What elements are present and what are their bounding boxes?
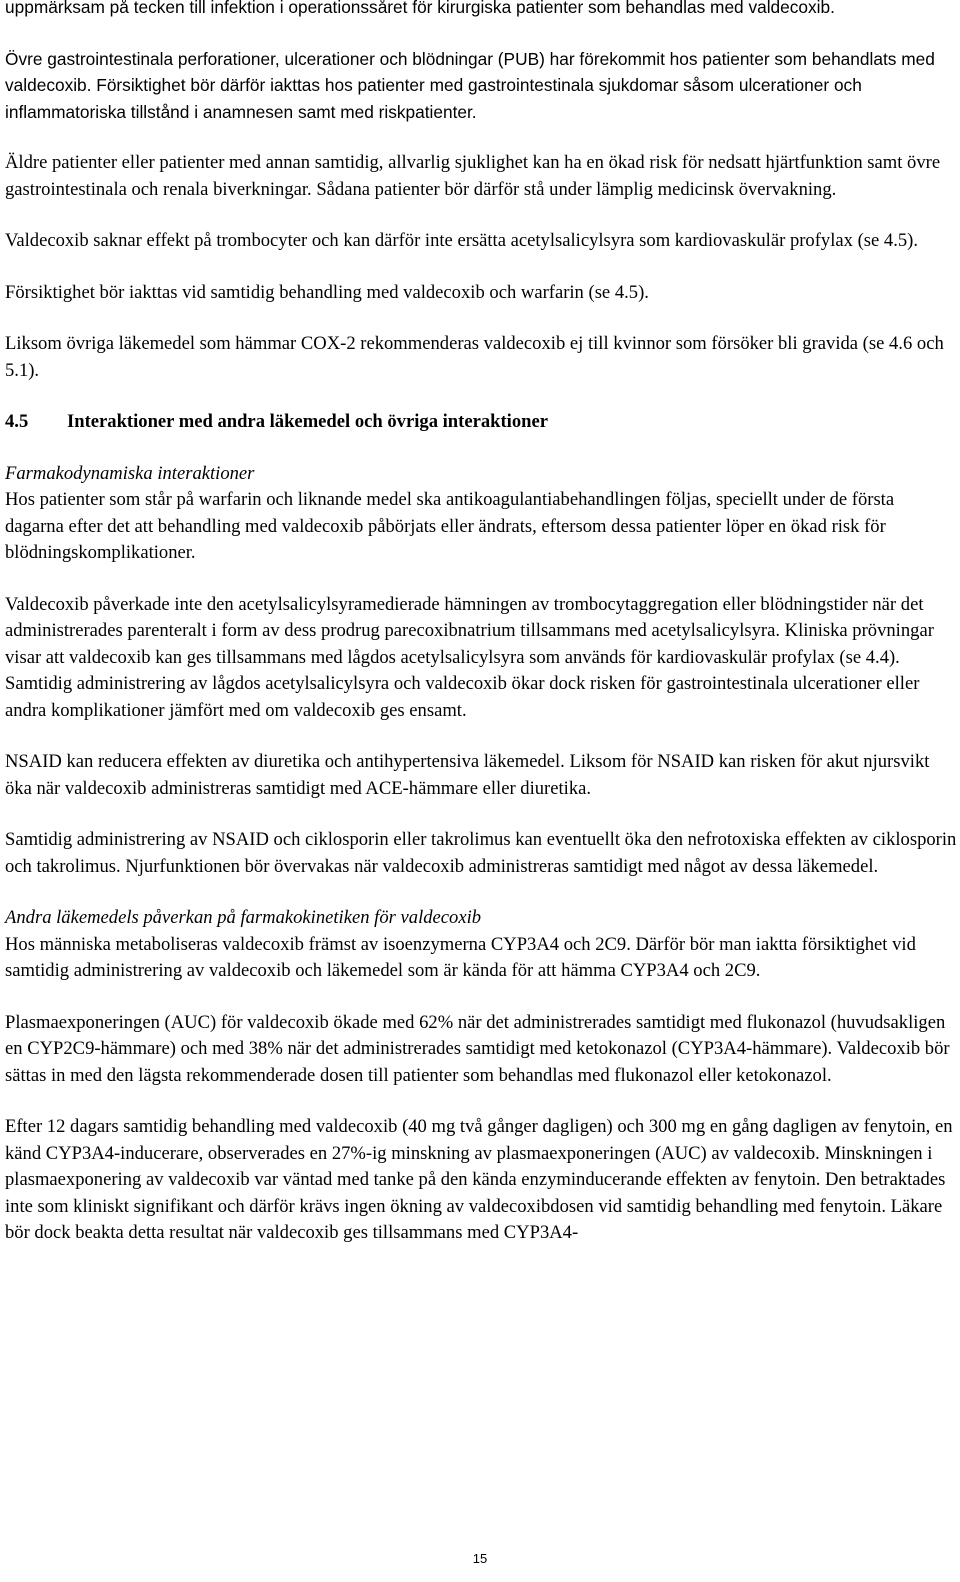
paragraph-platelets: Valdecoxib saknar effekt på trombocyter och kan därför inte ersätta acetylsalicylsyra som kardiovaskulär profylax (se 4.5). <box>5 230 918 251</box>
paragraph-cyp-metabolism: Hos människa metaboliseras valdecoxib främst av isoenzymerna CYP3A4 och 2C9. Därför bör man iaktta försiktighet vid samtidig administrering av valdecoxib och läkemedel som är kända för att hämma CYP3A4 och 2C9. <box>5 933 916 981</box>
paragraph-gi-bleeding: Övre gastrointestinala perforationer, ulcerationer och blödningar (PUB) har förekommit hos patienter som behandlats med valdecoxib. Försiktighet bör därför iakttas hos patienter med gastrointestinala sjukdomar såsom ulcerationer och inflammatoriska tillstånd i anamnesen samt med riskpatienter. <box>5 48 935 122</box>
paragraph-pregnancy: Liksom övriga läkemedel som hämmar COX-2 rekommenderas valdecoxib ej till kvinnor som försöker bli gravida (se 4.6 och 5.1). <box>5 333 944 381</box>
section-heading <box>5 409 957 436</box>
paragraph-infection-warning: uppmärksam på tecken till infektion i operationssåret för kirurgiska patienter som behandlas med valdecoxib. <box>5 0 835 17</box>
paragraph-anticoagulant: Hos patienter som står på warfarin och liknande medel ska antikoagulantiabehandlingen följas, speciellt under de första dagarna efter det att behandling med valdecoxib påbörjats eller ändrats, eftersom dessa patienter löper en ökad risk för blödningskomplikationer. <box>5 489 895 563</box>
subheading-pharmacodynamic: Farmakodynamiska interaktioner <box>5 462 255 484</box>
paragraph-ciclosporin: Samtidig administrering av NSAID och ciklosporin eller takrolimus kan eventuellt öka den nefrotoxiska effekten av ciklosporin och takrolimus. Njurfunktionen bör övervakas när valdecoxib administreras samtidigt med något av dessa läkemedel. <box>5 829 957 877</box>
paragraph-auc-fluconazole: Plasmaexponeringen (AUC) för valdecoxib ökade med 62% när det administrerades samtidigt med flukonazol (huvudsakligen en CYP2C9-hämmare) och med 38% när det administrerades samtidigt med ketokonazol (CYP3A4-hämmare). Valdecoxib bör sättas in med den lägsta rekommenderade dosen till patienter som behandlas med flukonazol eller ketokonazol. <box>5 1011 950 1086</box>
page-content <box>5 0 957 1247</box>
paragraph-diuretics: NSAID kan reducera effekten av diuretika och antihypertensiva läkemedel. Liksom för NSAID kan risken för akut njursvikt öka när valdecoxib administreras samtidigt med ACE-hämmare eller diuretika. <box>5 751 930 799</box>
paragraph-acetylsalicylic: Valdecoxib påverkade inte den acetylsalicylsyramedierade hämningen av trombocytaggregation eller blödningstider när det administrerades parenteralt i form av dess prodrug parecoxibnatrium tillsammans med acetylsalicylsyra. Kliniska prövningar visar att valdecoxib kan ges tillsammans med lågdos acetylsalicylsyra som används för kardiovaskulär profylax (se 4.4). Samtidig administrering av lågdos acetylsalicylsyra och valdecoxib ökar dock risken för gastrointestinala ulcerationer eller andra komplikationer jämfört med om valdecoxib ges ensamt. <box>5 593 934 721</box>
paragraph-elderly-patients: Äldre patienter eller patienter med annan samtidig, allvarlig sjuklighet kan ha en ökad risk för nedsatt hjärtfunktion samt övre gastrointestinala och renala biverkningar. Sådana patienter bör därför stå under lämplig medicinsk övervakning. <box>5 152 941 200</box>
paragraph-warfarin-caution: Försiktighet bör iakttas vid samtidig behandling med valdecoxib och warfarin (se 4.5). <box>5 281 649 303</box>
section-title: Interaktioner med andra läkemedel och övriga interaktioner <box>67 411 548 432</box>
section-number: 4.5 <box>5 411 29 432</box>
subheading-pharmacokinetic: Andra läkemedels påverkan på farmakokinetiken för valdecoxib <box>5 907 482 928</box>
paragraph-phenytoin: Efter 12 dagars samtidig behandling med valdecoxib (40 mg två gånger dagligen) och 300 mg en gång dagligen av fenytoin, en känd CYP3A4-inducerare, observerades en 27%-ig minskning av plasmaexponeringen (AUC) av valdecoxib. Minskningen i plasmaexponering av valdecoxib var väntad med tanke på den kända enzyminducerande effekten av fenytoin. Den betraktades inte som kliniskt signifikant och därför krävs ingen ökning av valdecoxibdosen vid samtidig behandling med fenytoin. Läkare bör dock beakta detta resultat när valdecoxib ges tillsammans med CYP3A4- <box>5 1116 953 1243</box>
page-number: 15 <box>472 1551 488 1566</box>
